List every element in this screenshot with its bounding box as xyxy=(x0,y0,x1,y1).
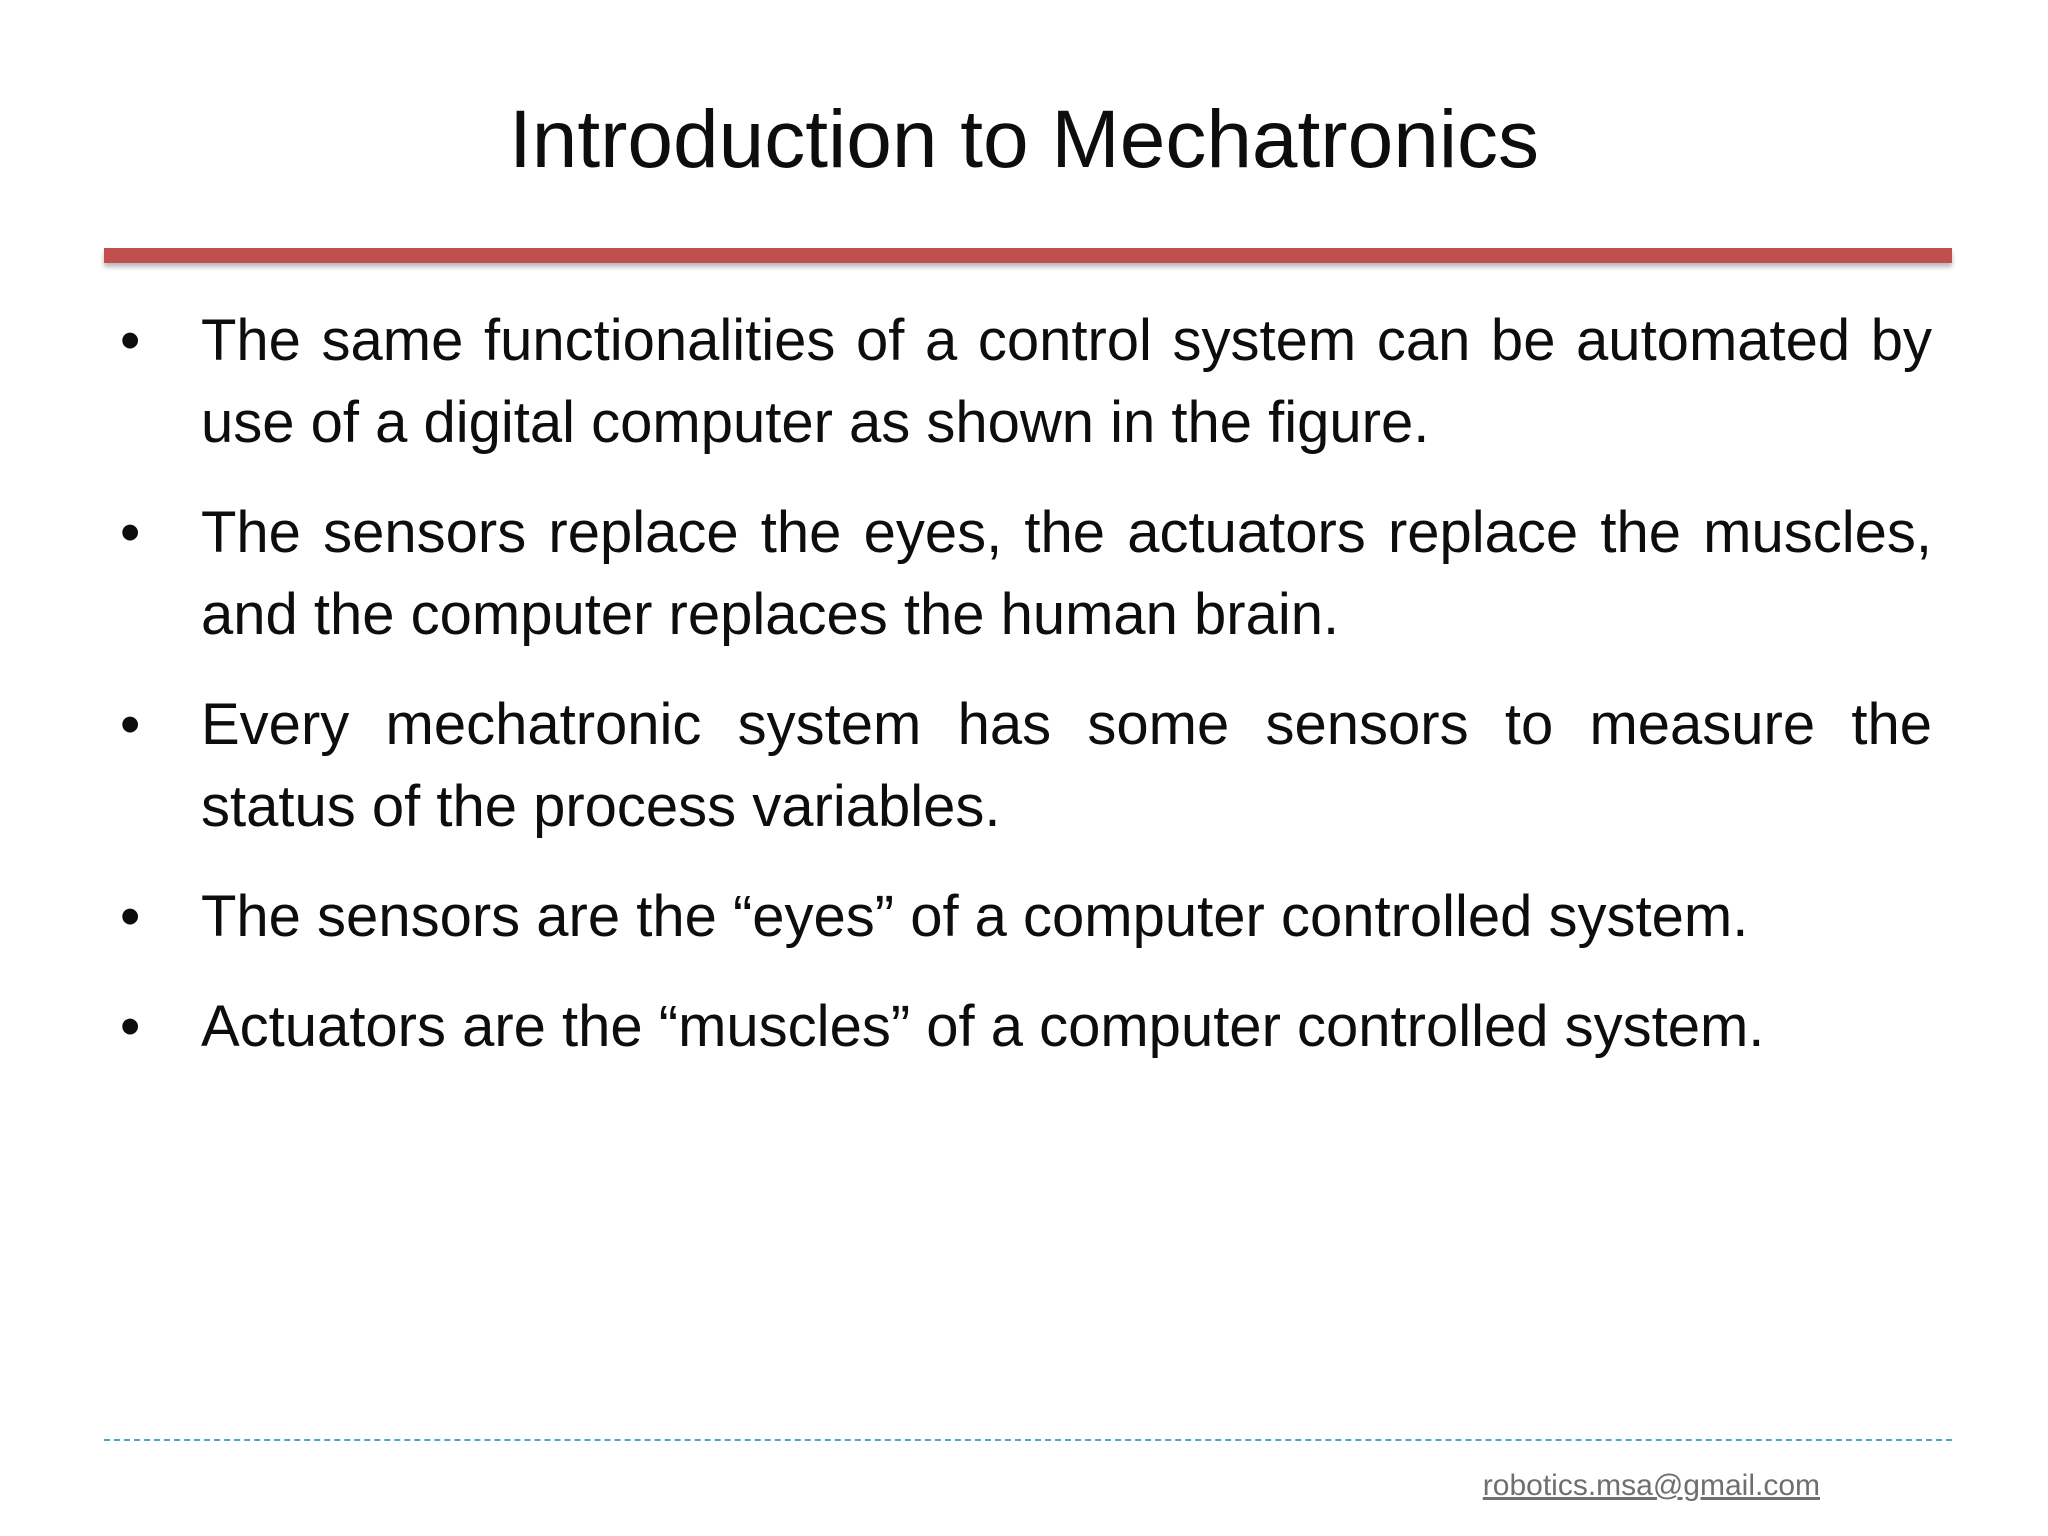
bullet-item xyxy=(120,492,1932,656)
bullet-text: The same functionalities of a control system can be automated by use of a digital computer as shown in the figure. xyxy=(201,308,1932,455)
bullet-item xyxy=(120,986,1932,1068)
bullet-item xyxy=(120,684,1932,848)
bullet-text: Actuators are the “muscles” of a computer controlled system. xyxy=(201,994,1765,1059)
bullet-text: The sensors replace the eyes, the actuators replace the muscles, and the computer replaces the human brain. xyxy=(201,500,1932,647)
bullet-dot-icon: • xyxy=(120,884,141,949)
bullet-list xyxy=(120,300,1932,1068)
bullet-dot-icon: • xyxy=(120,994,141,1059)
slide-title: Introduction to Mechatronics xyxy=(508,94,1540,185)
bullet-item xyxy=(120,876,1932,958)
bullet-dot-icon: • xyxy=(120,500,141,565)
bullet-text: Every mechatronic system has some sensors to measure the status of the process variables. xyxy=(201,692,1932,839)
bullet-dot-icon: • xyxy=(120,308,141,373)
footer-divider xyxy=(104,1439,1952,1441)
bullet-dot-icon: • xyxy=(120,692,141,757)
bullet-text: The sensors are the “eyes” of a computer controlled system. xyxy=(201,884,1749,949)
bullet-item xyxy=(120,300,1932,464)
title-divider xyxy=(104,248,1952,263)
footer-email-link[interactable]: robotics.msa@gmail.com xyxy=(1482,1469,1820,1502)
